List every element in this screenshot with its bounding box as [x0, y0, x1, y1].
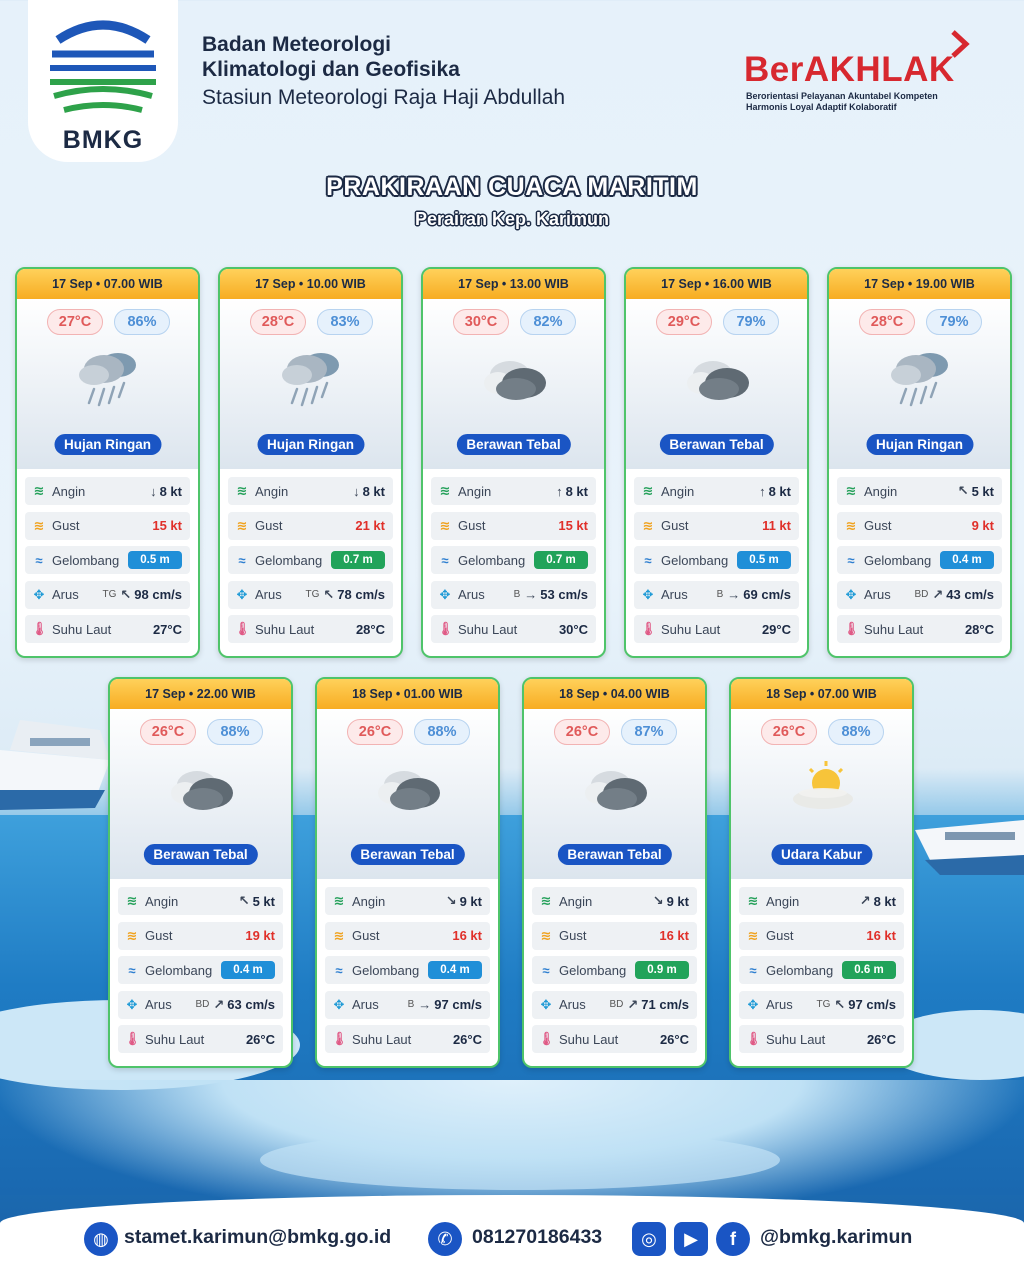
wind-label: Angin — [145, 893, 179, 909]
humidity-badge: 88% — [207, 719, 263, 745]
footer-email[interactable]: stamet.karimun@bmkg.go.id — [124, 1226, 392, 1248]
org-name — [202, 32, 460, 82]
forecast-card — [624, 267, 809, 658]
current-direction: BD — [914, 589, 929, 600]
gust-row — [118, 922, 283, 950]
thermometer-icon: 🌡︎ — [124, 1031, 141, 1046]
wave-icon: ≈ — [847, 552, 855, 568]
overcast-cloud-icon — [167, 757, 237, 821]
wind-icon: ≋ — [747, 893, 759, 908]
gust-label: Gust — [661, 518, 689, 533]
current-icon: ✥ — [845, 586, 857, 602]
current-value: 43 cm/s — [946, 587, 994, 602]
forecast-card — [15, 267, 200, 658]
gust-label: Gust — [458, 518, 486, 533]
current-value: 97 cm/s — [848, 997, 896, 1012]
wave-label: Gelombang — [458, 552, 526, 568]
wind-direction-arrow-icon: ↗ — [859, 893, 871, 908]
gust-icon: ≋ — [642, 517, 654, 533]
sea-temp-row — [118, 1025, 283, 1053]
gust-value: 19 kt — [245, 928, 275, 943]
forecast-time: 17 Sep • 10.00 WIB — [220, 269, 401, 299]
wind-direction-arrow-icon: ↓ — [353, 483, 360, 499]
wave-label: Gelombang — [559, 962, 627, 978]
wind-direction-arrow-icon: ↓ — [150, 483, 157, 499]
air-temp-badge: 28°C — [859, 309, 915, 335]
wave-height-badge: 0.5 m — [737, 551, 791, 569]
sea-temp-value: 30°C — [558, 621, 588, 637]
forecast-time: 17 Sep • 07.00 WIB — [17, 269, 198, 299]
air-temp-badge: 27°C — [47, 309, 103, 335]
condition-label: Berawan Tebal — [557, 844, 671, 865]
wind-value: 5 kt — [971, 483, 994, 499]
gust-label: Gust — [52, 518, 80, 533]
current-value: 98 cm/s — [134, 587, 182, 602]
wind-row — [118, 887, 283, 915]
wind-label: Angin — [255, 483, 289, 499]
sea-temp-value: 27°C — [152, 621, 182, 637]
current-direction-arrow-icon: → — [418, 997, 432, 1012]
bmkg-logo — [28, 0, 178, 162]
overcast-cloud-icon — [581, 757, 651, 821]
gust-label: Gust — [145, 928, 173, 943]
wind-label: Angin — [559, 893, 593, 909]
footer-social[interactable]: @bmkg.karimun — [760, 1226, 913, 1248]
sea-temp-row — [25, 615, 190, 643]
forecast-summary — [220, 299, 401, 469]
wave-height-badge: 0.4 m — [940, 551, 994, 569]
chevron-right-icon — [950, 30, 970, 58]
sea-temp-label: Suhu Laut — [52, 621, 112, 637]
sea-temp-value: 26°C — [866, 1031, 896, 1047]
humidity-badge: 82% — [520, 309, 576, 335]
forecast-card — [421, 267, 606, 658]
wave-label: Gelombang — [255, 552, 323, 568]
current-label: Arus — [145, 997, 172, 1012]
gust-value: 11 kt — [762, 518, 791, 533]
current-row — [532, 991, 697, 1019]
current-label: Arus — [458, 587, 485, 602]
condition-label: Berawan Tebal — [143, 844, 257, 865]
sea-temp-label: Suhu Laut — [559, 1031, 619, 1047]
current-row — [118, 991, 283, 1019]
thermometer-icon: 🌡︎ — [745, 1031, 762, 1046]
air-temp-badge: 30°C — [453, 309, 509, 335]
rain-cloud-icon — [886, 347, 956, 411]
wind-value: 8 kt — [565, 483, 588, 499]
wave-icon: ≈ — [238, 552, 246, 568]
current-value: 63 cm/s — [227, 997, 275, 1012]
current-icon: ✥ — [126, 996, 138, 1012]
current-direction-arrow-icon: ↗ — [627, 996, 639, 1012]
forecast-summary — [110, 709, 291, 879]
youtube-icon[interactable]: ▶ — [674, 1222, 708, 1256]
wave-row — [634, 546, 799, 574]
forecast-time: 17 Sep • 22.00 WIB — [110, 679, 291, 709]
forecast-card — [729, 677, 914, 1068]
gust-value: 15 kt — [558, 518, 588, 533]
wave-height-badge: 0.4 m — [428, 961, 482, 979]
page-subtitle: Perairan Kep. Karimun — [414, 209, 610, 229]
gust-value: 16 kt — [659, 928, 689, 943]
current-icon: ✥ — [33, 586, 45, 602]
wind-row — [431, 477, 596, 505]
current-row — [739, 991, 904, 1019]
thermometer-icon: 🌡︎ — [843, 621, 860, 636]
wave-label: Gelombang — [864, 552, 932, 568]
current-label: Arus — [661, 587, 688, 602]
wave-icon: ≈ — [542, 962, 550, 978]
wave-row — [118, 956, 283, 984]
gust-icon: ≋ — [126, 927, 138, 943]
current-direction-arrow-icon: ↖ — [323, 586, 335, 602]
humidity-badge: 88% — [828, 719, 884, 745]
wave-row — [532, 956, 697, 984]
sea-temp-value: 26°C — [452, 1031, 482, 1047]
thermometer-icon: 🌡︎ — [640, 621, 657, 636]
air-temp-badge: 26°C — [554, 719, 610, 745]
condition-label: Berawan Tebal — [456, 434, 570, 455]
wind-value: 8 kt — [362, 483, 385, 499]
wave-height-badge: 0.6 m — [842, 961, 896, 979]
sea-temp-label: Suhu Laut — [864, 621, 924, 637]
wave-icon: ≈ — [644, 552, 652, 568]
condition-label: Hujan Ringan — [866, 434, 973, 455]
wind-row — [25, 477, 190, 505]
wave-height-badge: 0.9 m — [635, 961, 689, 979]
wind-direction-arrow-icon: ↑ — [556, 483, 563, 499]
current-label: Arus — [559, 997, 586, 1012]
wind-row — [532, 887, 697, 915]
wind-direction-arrow-icon: ↘ — [445, 893, 457, 908]
air-temp-badge: 29°C — [656, 309, 712, 335]
forecast-card — [522, 677, 707, 1068]
current-direction-arrow-icon: → — [727, 587, 741, 602]
current-icon: ✥ — [236, 586, 248, 602]
current-direction-arrow-icon: → — [524, 587, 538, 602]
gust-row — [431, 512, 596, 540]
current-icon: ✥ — [747, 996, 759, 1012]
thermometer-icon: 🌡︎ — [331, 1031, 348, 1046]
ship-left-image — [0, 690, 120, 820]
gust-icon: ≋ — [439, 517, 451, 533]
humidity-badge: 79% — [926, 309, 982, 335]
gust-row — [532, 922, 697, 950]
whatsapp-icon: ✆ — [428, 1222, 462, 1256]
wind-direction-arrow-icon: ↖ — [238, 893, 250, 908]
gust-row — [739, 922, 904, 950]
wind-icon: ≋ — [333, 893, 345, 908]
current-label: Arus — [255, 587, 282, 602]
wind-direction-arrow-icon: ↘ — [652, 893, 664, 908]
current-row — [325, 991, 490, 1019]
sea-temp-label: Suhu Laut — [352, 1031, 412, 1047]
wave-height-badge: 0.5 m — [128, 551, 182, 569]
facebook-icon[interactable]: f — [716, 1222, 750, 1256]
gust-value: 16 kt — [866, 928, 896, 943]
current-direction-arrow-icon: ↗ — [932, 586, 944, 602]
wind-icon: ≋ — [236, 483, 248, 498]
forecast-summary — [829, 299, 1010, 469]
forecast-time: 17 Sep • 19.00 WIB — [829, 269, 1010, 299]
wave-label: Gelombang — [145, 962, 213, 978]
sea-temp-row — [739, 1025, 904, 1053]
current-direction-arrow-icon: ↖ — [834, 996, 846, 1012]
gust-value: 21 kt — [355, 518, 385, 533]
forecast-card — [315, 677, 500, 1068]
wind-icon: ≋ — [642, 483, 654, 498]
ship-right-image — [905, 790, 1024, 880]
forecast-time: 17 Sep • 13.00 WIB — [423, 269, 604, 299]
wave-icon: ≈ — [749, 962, 757, 978]
wind-value: 5 kt — [252, 893, 275, 909]
wind-direction-arrow-icon: ↖ — [957, 483, 969, 498]
thermometer-icon: 🌡︎ — [234, 621, 251, 636]
humidity-badge: 79% — [723, 309, 779, 335]
thermometer-icon: 🌡︎ — [31, 621, 48, 636]
wind-label: Angin — [52, 483, 86, 499]
rain-cloud-icon — [277, 347, 347, 411]
condition-label: Berawan Tebal — [659, 434, 773, 455]
air-temp-badge: 28°C — [250, 309, 306, 335]
logo-text: BMKG — [62, 126, 144, 154]
current-icon: ✥ — [642, 586, 654, 602]
forecast-time: 17 Sep • 16.00 WIB — [626, 269, 807, 299]
current-label: Arus — [864, 587, 891, 602]
wind-label: Angin — [766, 893, 800, 909]
wave-height-badge: 0.7 m — [331, 551, 385, 569]
air-temp-badge: 26°C — [140, 719, 196, 745]
globe-icon: ◍ — [84, 1222, 118, 1256]
sea-temp-label: Suhu Laut — [661, 621, 721, 637]
humidity-badge: 83% — [317, 309, 373, 335]
air-temp-badge: 26°C — [347, 719, 403, 745]
bmkg-emblem-icon — [46, 16, 160, 126]
forecast-time: 18 Sep • 01.00 WIB — [317, 679, 498, 709]
page-title: PRAKIRAAN CUACA MARITIM — [326, 173, 698, 201]
gust-label: Gust — [255, 518, 283, 533]
wave-icon: ≈ — [335, 962, 343, 978]
wind-row — [634, 477, 799, 505]
wave-height-badge: 0.4 m — [221, 961, 275, 979]
sea-temp-value: 26°C — [659, 1031, 689, 1047]
wind-value: 9 kt — [666, 893, 689, 909]
current-value: 71 cm/s — [641, 997, 689, 1012]
current-value: 53 cm/s — [540, 587, 588, 602]
org-line-2: Klimatologi dan Geofisika — [202, 58, 460, 81]
wave-row — [739, 956, 904, 984]
condition-label: Berawan Tebal — [350, 844, 464, 865]
current-label: Arus — [352, 997, 379, 1012]
current-direction: B — [513, 589, 521, 600]
wind-direction-arrow-icon: ↑ — [759, 483, 766, 499]
wave-icon: ≈ — [35, 552, 43, 568]
wind-label: Angin — [661, 483, 695, 499]
sea-temp-value: 29°C — [761, 621, 791, 637]
sea-temp-row — [837, 615, 1002, 643]
wind-icon: ≋ — [845, 483, 857, 498]
station-name: Stasiun Meteorologi Raja Haji Abdullah — [202, 86, 566, 109]
current-value: 78 cm/s — [337, 587, 385, 602]
sea-temp-label: Suhu Laut — [766, 1031, 826, 1047]
wind-value: 8 kt — [873, 893, 896, 909]
forecast-card — [827, 267, 1012, 658]
haze-sun-icon — [788, 757, 858, 821]
wave-icon: ≈ — [128, 962, 136, 978]
sea-temp-row — [532, 1025, 697, 1053]
sea-temp-label: Suhu Laut — [458, 621, 518, 637]
current-value: 69 cm/s — [743, 587, 791, 602]
gust-row — [837, 512, 1002, 540]
forecast-summary — [731, 709, 912, 879]
gust-value: 16 kt — [452, 928, 482, 943]
forecast-card — [108, 677, 293, 1068]
gust-row — [228, 512, 393, 540]
current-direction: TG — [816, 999, 831, 1010]
gust-icon: ≋ — [33, 517, 45, 533]
overcast-cloud-icon — [683, 347, 753, 411]
current-label: Arus — [766, 997, 793, 1012]
current-row — [228, 581, 393, 609]
current-row — [25, 581, 190, 609]
berakhlak-tagline-2: Harmonis Loyal Adaptif Kolaboratif — [746, 102, 897, 112]
sea-temp-label: Suhu Laut — [145, 1031, 205, 1047]
air-temp-badge: 26°C — [761, 719, 817, 745]
forecast-card — [218, 267, 403, 658]
wave-label: Gelombang — [661, 552, 729, 568]
wave-label: Gelombang — [766, 962, 834, 978]
gust-icon: ≋ — [333, 927, 345, 943]
wave-icon: ≈ — [441, 552, 449, 568]
wind-icon: ≋ — [439, 483, 451, 498]
forecast-summary — [626, 299, 807, 469]
wave-label: Gelombang — [52, 552, 120, 568]
gust-icon: ≋ — [747, 927, 759, 943]
current-row — [431, 581, 596, 609]
footer-phone[interactable]: 081270186433 — [472, 1226, 603, 1248]
sea-temp-row — [325, 1025, 490, 1053]
wind-label: Angin — [352, 893, 386, 909]
gust-label: Gust — [864, 518, 892, 533]
humidity-badge: 86% — [114, 309, 170, 335]
sea-temp-row — [431, 615, 596, 643]
sea-temp-row — [634, 615, 799, 643]
wave-row — [228, 546, 393, 574]
wave-label: Gelombang — [352, 962, 420, 978]
thermometer-icon: 🌡︎ — [538, 1031, 555, 1046]
humidity-badge: 88% — [414, 719, 470, 745]
wind-row — [325, 887, 490, 915]
forecast-summary — [317, 709, 498, 879]
current-direction: B — [716, 589, 724, 600]
wave-height-badge: 0.7 m — [534, 551, 588, 569]
condition-label: Hujan Ringan — [257, 434, 364, 455]
forecast-time: 18 Sep • 07.00 WIB — [731, 679, 912, 709]
forecast-summary — [423, 299, 604, 469]
sea-temp-value: 28°C — [964, 621, 994, 637]
wind-row — [228, 477, 393, 505]
condition-label: Udara Kabur — [771, 844, 872, 865]
wave-row — [837, 546, 1002, 574]
berakhlak-tagline-1: Berorientasi Pelayanan Akuntabel Kompeten — [746, 91, 938, 101]
gust-label: Gust — [766, 928, 794, 943]
overcast-cloud-icon — [480, 347, 550, 411]
wave-row — [325, 956, 490, 984]
wind-row — [837, 477, 1002, 505]
wind-value: 8 kt — [768, 483, 791, 499]
sea-temp-value: 28°C — [355, 621, 385, 637]
sea-temp-label: Suhu Laut — [255, 621, 315, 637]
forecast-summary — [17, 299, 198, 469]
current-icon: ✥ — [439, 586, 451, 602]
wind-value: 8 kt — [159, 483, 182, 499]
gust-label: Gust — [352, 928, 380, 943]
current-direction: TG — [102, 589, 117, 600]
sea-temp-value: 26°C — [245, 1031, 275, 1047]
current-direction: BD — [195, 999, 210, 1010]
gust-value: 15 kt — [152, 518, 182, 533]
current-icon: ✥ — [540, 996, 552, 1012]
gust-label: Gust — [559, 928, 587, 943]
wind-label: Angin — [458, 483, 492, 499]
instagram-icon[interactable]: ◎ — [632, 1222, 666, 1256]
current-direction: TG — [305, 589, 320, 600]
current-label: Arus — [52, 587, 79, 602]
gust-row — [325, 922, 490, 950]
wind-row — [739, 887, 904, 915]
current-direction: B — [407, 999, 415, 1010]
wind-label: Angin — [864, 483, 898, 499]
gust-icon: ≋ — [845, 517, 857, 533]
condition-label: Hujan Ringan — [54, 434, 161, 455]
berakhlak-logo: BerAKHLAK — [744, 50, 955, 89]
sea-temp-row — [228, 615, 393, 643]
wave-row — [25, 546, 190, 574]
wind-icon: ≋ — [33, 483, 45, 498]
current-value: 97 cm/s — [434, 997, 482, 1012]
current-direction-arrow-icon: ↖ — [120, 586, 132, 602]
current-direction-arrow-icon: ↗ — [213, 996, 225, 1012]
gust-row — [25, 512, 190, 540]
current-row — [837, 581, 1002, 609]
gust-value: 9 kt — [971, 518, 994, 533]
org-line-1: Badan Meteorologi — [202, 33, 392, 56]
current-row — [634, 581, 799, 609]
thermometer-icon: 🌡︎ — [437, 621, 454, 636]
overcast-cloud-icon — [374, 757, 444, 821]
gust-icon: ≋ — [540, 927, 552, 943]
forecast-time: 18 Sep • 04.00 WIB — [524, 679, 705, 709]
forecast-summary — [524, 709, 705, 879]
current-icon: ✥ — [333, 996, 345, 1012]
current-direction: BD — [609, 999, 624, 1010]
gust-row — [634, 512, 799, 540]
wave-row — [431, 546, 596, 574]
wind-icon: ≋ — [126, 893, 138, 908]
humidity-badge: 87% — [621, 719, 677, 745]
wind-value: 9 kt — [459, 893, 482, 909]
wind-icon: ≋ — [540, 893, 552, 908]
rain-cloud-icon — [74, 347, 144, 411]
gust-icon: ≋ — [236, 517, 248, 533]
